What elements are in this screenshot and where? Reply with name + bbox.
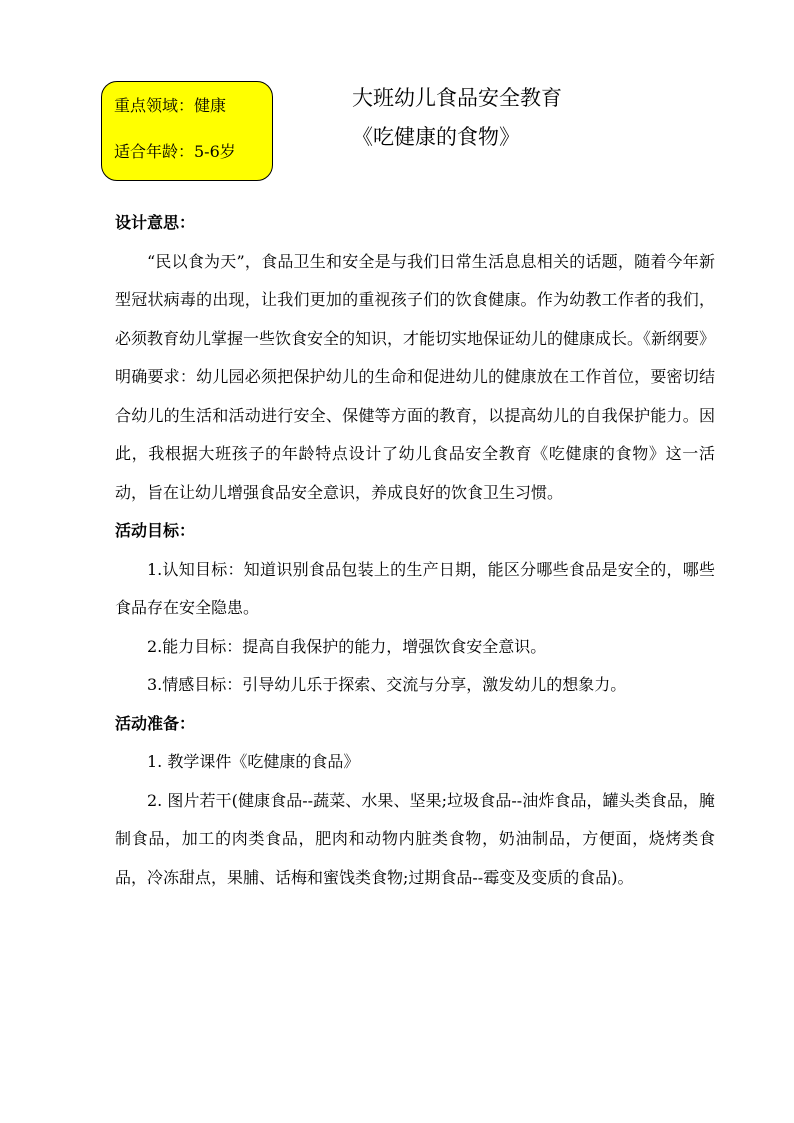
domain-label: 重点领域：健康 <box>114 96 227 115</box>
design-intent-paragraph: “民以食为天”，食品卫生和安全是与我们日常生活息息相关的话题，随着今年新型冠状病毒的出现，让我们更加的重视孩子们的饮食健康。作为幼教工作者的我们，必须教育幼儿掌握一些饮食安全的知识，才能切实地保证幼儿的健康成长。《新纲要》明确要求：幼儿园必须把保护幼儿的生命和促进幼儿的健康放在工作首位，要密切结合幼儿的生活和活动进行安全、保健等方面的教育，以提高幼儿的自我保护能力。因此，我根据大班孩子的年龄特点设计了幼儿食品安全教育《吃健康的食物》这一活动，旨在让幼儿增强食品安全意识，养成良好的饮食卫生习惯。 <box>115 251 716 502</box>
section-heading-design-intent: 设计意思： <box>115 213 196 232</box>
goal-item: 2.能力目标：提高自我保护的能力，增强饮食安全意识。 <box>147 636 547 656</box>
document-title: 大班幼儿食品安全教育 <box>352 86 562 110</box>
section-heading-goals: 活动目标： <box>115 521 196 540</box>
document-subtitle: 《吃健康的食物》 <box>352 125 520 149</box>
info-box <box>101 81 273 181</box>
goal-item: 3.情感目标：引导幼儿乐于探索、交流与分享，激发幼儿的想象力。 <box>147 675 627 694</box>
section-heading-preparation: 活动准备： <box>115 713 196 733</box>
preparation-item: 1. 教学课件《吃健康的食品》 <box>147 752 360 771</box>
age-label: 适合年龄：5-6岁 <box>114 142 236 161</box>
document-body <box>115 204 715 897</box>
goal-item: 1.认知目标：知道识别食品包装上的生产日期，能区分哪些食品是安全的，哪些食品存在安全隐患。 <box>115 559 715 617</box>
preparation-item: 2. 图片若干(健康食品--蔬菜、水果、坚果;垃圾食品--油炸食品，罐头类食品，腌制食品，加工的肉类食品，肥肉和动物内脏类食物，奶油制品，方便面，烧烤类食品，冷冻甜点，果脯、话梅和蜜饯类食物;过期食品--霉变及变质的食品)。 <box>115 790 715 887</box>
